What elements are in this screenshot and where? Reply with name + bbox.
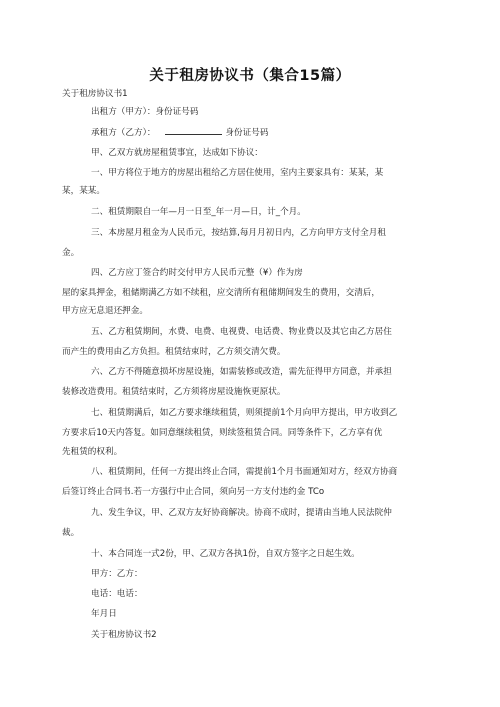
paragraph-line: 屋的家具押金，租储期满乙方如不续租，应交清所有租储期间发生的费用，交清后， (62, 288, 380, 298)
paragraph-line: 装修改造费用。租赁结束时，乙方须将房屋设施恢更原状。 (62, 387, 286, 397)
paragraph-line: 裁。 (62, 528, 80, 538)
paragraph-line: 金。 (62, 248, 80, 258)
paragraph-line: 二、租赁期限自一年—月一日至_年一月—日，计_个月。 (91, 207, 306, 217)
paragraph-line (91, 126, 268, 139)
paragraph-line: 甲方应无息退还押金。 (62, 306, 148, 316)
paragraph-line: 七、租赁期满后，如乙方要求继续租赁，则须提前1个月向甲方提出，甲方收到乙 (91, 408, 398, 418)
fill-in-blank (165, 126, 222, 135)
phone-line: 电话：电话： (91, 589, 143, 599)
paragraph-line: 出租方（甲方）：身份证号码 (91, 107, 199, 117)
paragraph-line: 后签订终止合同书.若一方强行中止合同，须向另一方支付违约金 TCo (62, 487, 325, 497)
paragraph-line: 某，某某。 (62, 186, 105, 196)
page-title: 关于租房协议书（集合15篇） (149, 68, 351, 84)
paragraph-line: 九、发生争议，甲、乙双方友好协商解决。协商不成时，提请由当地人民法院仲 (91, 508, 392, 518)
signature-line: 甲方：乙方： (91, 569, 143, 579)
paragraph-line: 而产生的费用由乙方负担。租赁结束时，乙方须交清欠费。 (62, 347, 286, 357)
tenant-label: 承租方（乙方）： (91, 128, 156, 138)
section-heading: 关于租房协议书1 (62, 89, 128, 99)
paragraph-line: 方要求后10天内答复。如同意继续租赁，则续签租赁合同。同等条件下，乙方享有优 (62, 428, 383, 438)
paragraph-line: 先租赁的权利。 (62, 447, 123, 457)
paragraph-line: 十、本合同连一式2份，甲、乙双方各执1份，自双方签字之日起生效。 (91, 549, 360, 559)
date-line: 年月日 (91, 609, 117, 619)
paragraph-line: 五、乙方租赁期间，水费、电费、电视费、电话费、物业费以及其它由乙方居住 (91, 327, 392, 337)
paragraph-line: 三、本房屋月租金为人民币元，按结算,每月月初日内，乙方向甲方支付全月租 (91, 228, 386, 238)
paragraph-line: 四、乙方应丁签合约时交付甲方人民币元整（¥）作为房 (91, 268, 303, 278)
tenant-id-label: 身份证号码 (225, 128, 269, 138)
paragraph-line: 八、租赁期间，任何一方提出终止合同，需提前1个月书面通知对方，经双方协商 (91, 467, 398, 477)
section-heading: 关于租房协议书2 (91, 630, 157, 640)
paragraph-line: 六、乙方不得随意损坏房屋设施，如需装修或改造，需先征得甲方同意，并承担 (91, 367, 392, 377)
paragraph-line: 甲、乙双方就房屋租赁事宜，达成如下协议： (91, 148, 263, 158)
paragraph-line: 一、甲方将位于地方的房屋出租给乙方居住使用，室内主要家具有：某某，某 (91, 168, 384, 178)
